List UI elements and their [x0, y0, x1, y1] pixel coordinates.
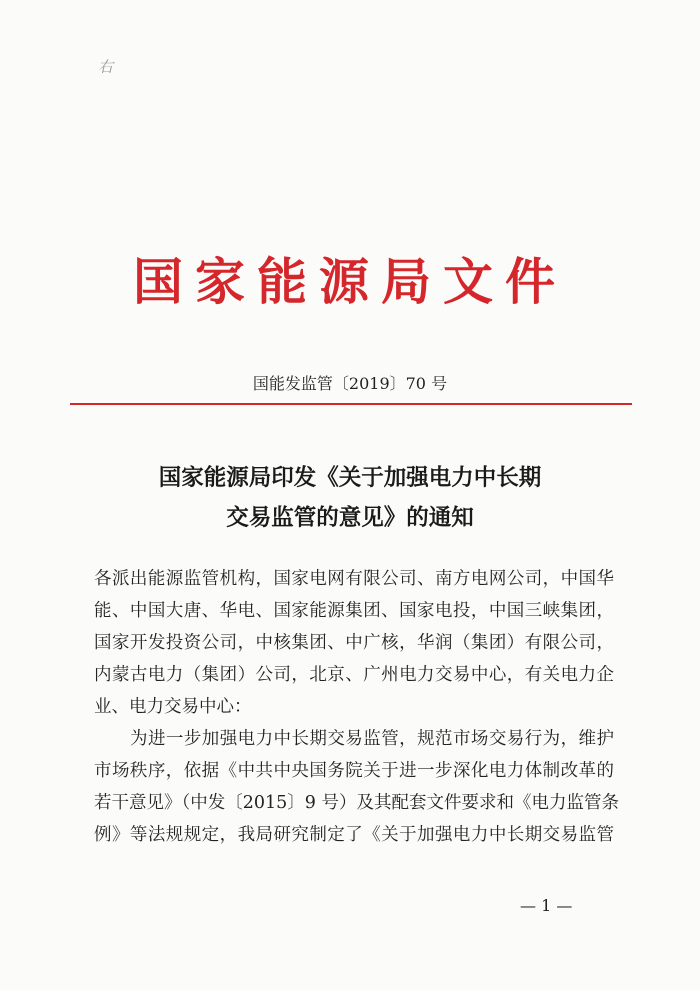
page-number: — 1 —: [520, 896, 573, 915]
addressee-line: 国家开发投资公司，中核集团、中广核，华润（集团）有限公司，: [94, 633, 614, 653]
notice-title-line-2: 交易监管的意见》的通知: [226, 505, 474, 531]
issuing-authority-title: 国家能源局文件: [133, 252, 567, 311]
paragraph-line: 例》等法规规定，我局研究制定了《关于加强电力中长期交易监管: [94, 825, 614, 845]
addressee-line: 各派出能源监管机构，国家电网有限公司、南方电网公司，中国华: [94, 569, 614, 589]
red-divider-line: [70, 403, 632, 405]
addressee-block: [94, 563, 614, 723]
handwritten-mark: 右: [98, 58, 114, 76]
addressee-line: 能、中国大唐、华电、国家能源集团、国家电投，中国三峡集团，: [94, 601, 614, 621]
addressee-line: 内蒙古电力（集团）公司，北京、广州电力交易中心，有关电力企: [94, 665, 614, 685]
addressee-line: 业、电力交易中心：: [94, 697, 252, 717]
document-number: 国能发监管〔2019〕70 号: [252, 374, 448, 393]
paragraph-line: 市场秩序，依据《中共中央国务院关于进一步深化电力体制改革的: [94, 761, 614, 781]
notice-title-line-1: 国家能源局印发《关于加强电力中长期: [158, 465, 542, 491]
paragraph-line: 若干意见》（中发〔2015〕9 号）及其配套文件要求和《电力监管条: [94, 793, 619, 813]
body-paragraph: [94, 723, 619, 851]
notice-title: [0, 458, 700, 538]
paragraph-line: 为进一步加强电力中长期交易监管，规范市场交易行为，维护: [130, 729, 614, 749]
